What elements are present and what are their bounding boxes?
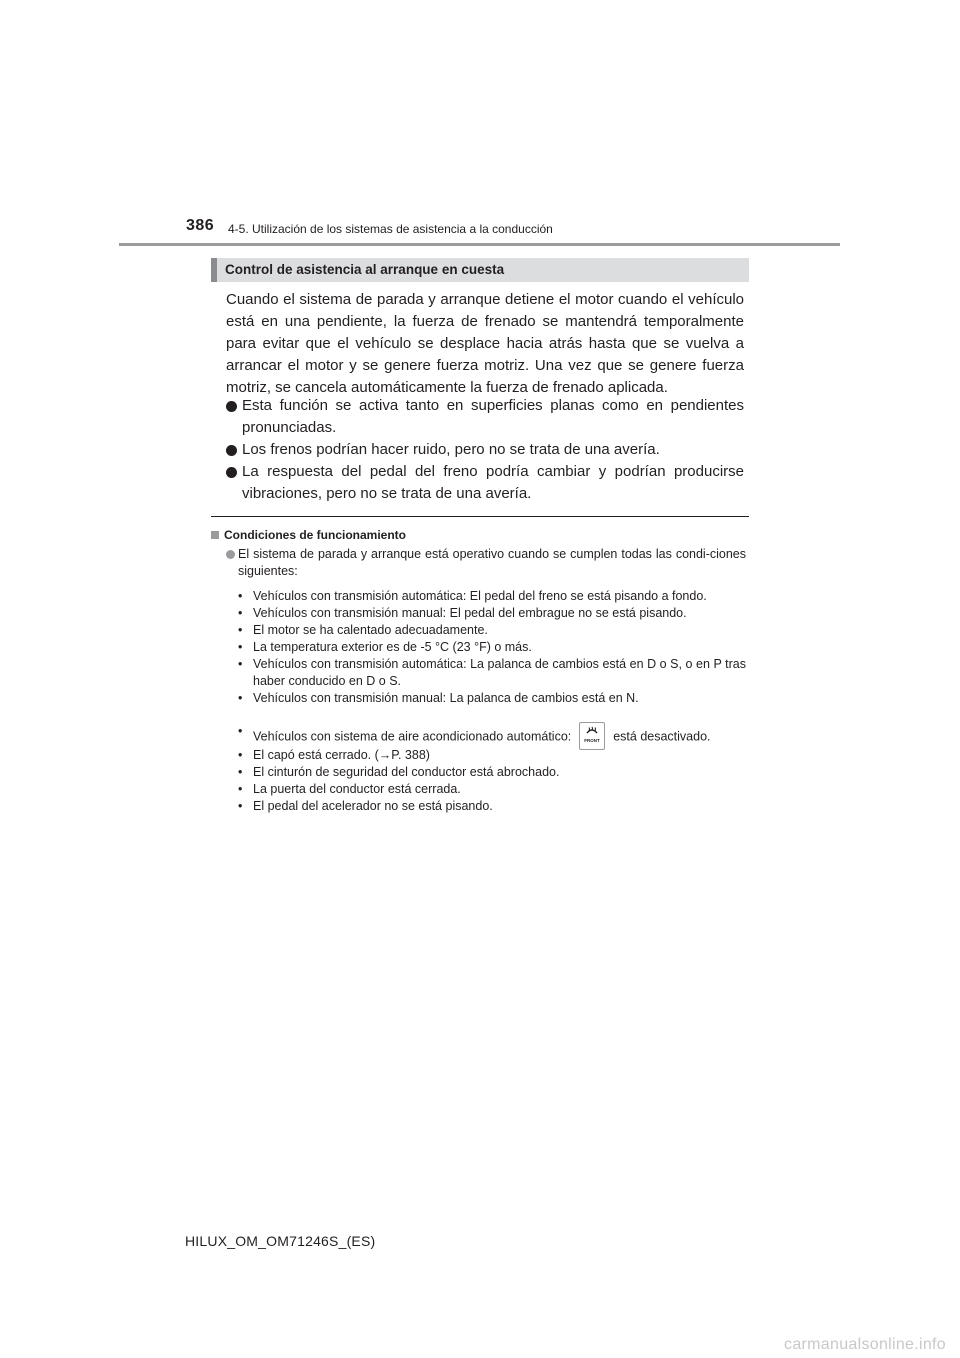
watermark: carmanualsonline.info (784, 1336, 946, 1353)
chapter-title: 4-5. Utilización de los sistemas de asistencia a la conducción (228, 222, 553, 236)
feature-bullet (226, 461, 744, 505)
intro-paragraph: Cuando el sistema de parada y arranque detiene el motor cuando el vehículo está en una pendiente, la fuerza de frenado se mantendrá temporalmente para evitar que el vehículo se desplace hacia atrás hasta que se vuelva a arrancar el motor y se genere fuerza motriz. Una vez que se genere fuerza motriz, se cancela automáticamente la fuerza de frenado aplicada. (226, 291, 744, 396)
condition-ac-text-after: está desactivado. (613, 729, 711, 744)
conditions-heading-text: Condiciones de funcionamiento (224, 528, 407, 542)
feature-bullet-text: Los frenos podrían hacer ruido, pero no se trata de una avería. (242, 441, 660, 458)
feature-bullet-text: Esta función se activa tanto en superficies planas como en pendientes pronunciadas. (242, 397, 744, 436)
document-code: HILUX_OM_OM71246S_(ES) (185, 1233, 376, 1249)
condition-item: • La puerta del conductor está cerrada. (238, 781, 746, 798)
front-defogger-graphic (580, 723, 604, 749)
condition-item: • El pedal del acelerador no se está pisando. (238, 798, 746, 815)
bullet-dot-icon (226, 401, 237, 412)
section-marker (211, 258, 217, 282)
condition-item: • El cinturón de seguridad del conductor está abrochado. (238, 764, 746, 781)
condition-ac-text-before: Vehículos con sistema de aire acondicionado automático: (253, 729, 572, 744)
header-divider (119, 243, 840, 246)
bullet-dot-icon (226, 467, 237, 478)
condition-item: • Vehículos con transmisión manual: La palanca de cambios está en N. (238, 690, 746, 707)
condition-item: • El capó está cerrado. (→P. 388) (238, 747, 746, 764)
feature-bullet (226, 395, 744, 439)
bullet-dot-icon (226, 445, 237, 456)
condition-item: • La temperatura exterior es de -5 °C (23 °F) o más. (238, 639, 746, 656)
conditions-list (238, 588, 746, 707)
conditions-list-final (238, 747, 746, 815)
section-divider (211, 516, 749, 517)
section-heading-bar (211, 258, 749, 282)
condition-item: • Vehículos con transmisión automática: El pedal del freno se está pisando a fondo. (238, 588, 746, 605)
feature-bullet-text: La respuesta del pedal del freno podría cambiar y podrían producirse vibraciones, pero no se trata de una avería. (242, 463, 744, 502)
condition-item: • Vehículos con transmisión automática: La palanca de cambios está en D o S, o en P tras haber conducido en D o S. (238, 656, 746, 690)
feature-bullet (226, 439, 744, 461)
condition-item: • El motor se ha calentado adecuadamente. (238, 622, 746, 639)
page-number: 386 (186, 217, 215, 234)
circle-bullet-icon (226, 550, 235, 559)
conditions-lead (226, 546, 746, 580)
condition-item: • Vehículos con transmisión manual: El pedal del embrague no se está pisando. (238, 605, 746, 622)
section-heading: Control de asistencia al arranque en cuesta (225, 262, 505, 277)
square-bullet-icon (211, 531, 219, 539)
front-icon-label: FRONT (583, 738, 600, 743)
conditions-heading (211, 528, 406, 542)
conditions-lead-text: El sistema de parada y arranque está operativo cuando se cumplen todas las condi-ciones siguientes: (238, 547, 746, 578)
front-defogger-icon (579, 722, 605, 750)
